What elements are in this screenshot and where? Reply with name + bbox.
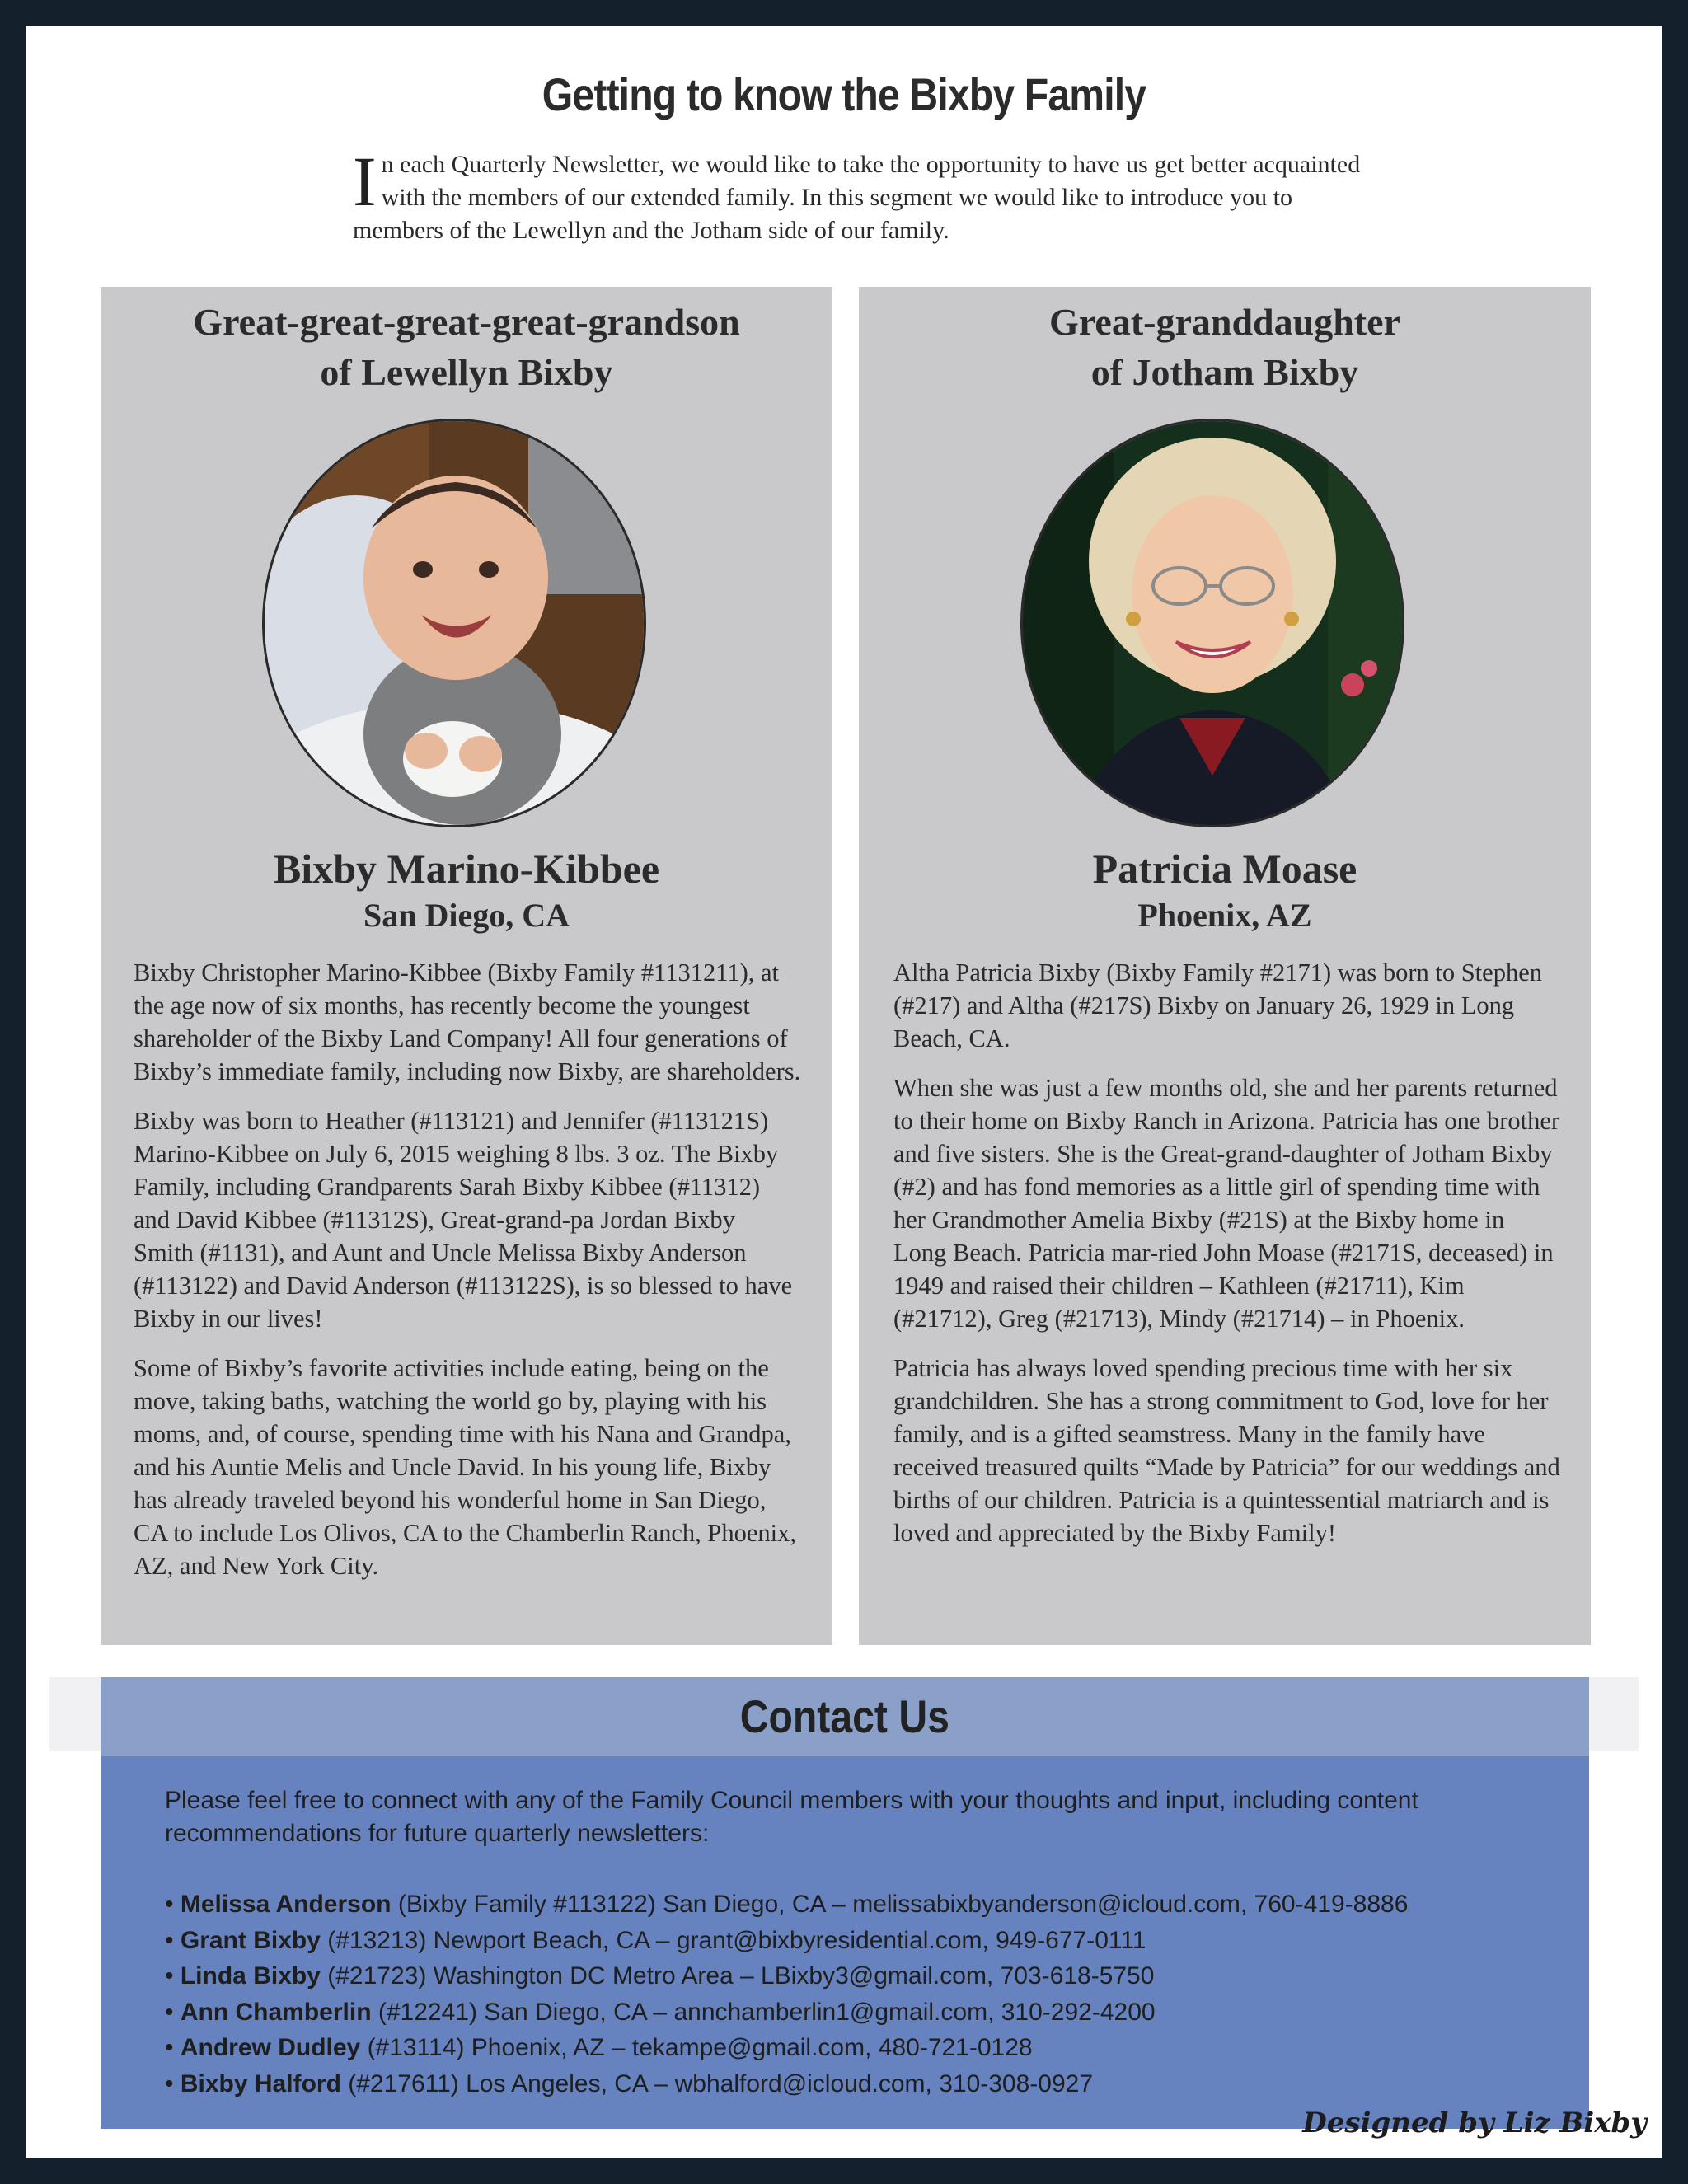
profile-card-patricia-moase [859, 287, 1591, 1645]
contact-header [101, 1677, 1589, 1756]
contact-list [165, 1886, 1566, 2102]
relation-line-1: Great-granddaughter [1049, 301, 1400, 343]
contact-name: Bixby Halford [180, 2069, 341, 2097]
contact-item [165, 1923, 1566, 1959]
profile-name: Bixby Marino-Kibbee [273, 846, 660, 892]
contact-details[interactable]: (Bixby Family #113122) San Diego, CA – melissabixbyanderson@icloud.com, 760-419-8886 [391, 1891, 1409, 1918]
relation-line-2: of Jotham Bixby [1090, 351, 1359, 393]
bio-paragraph: Bixby was born to Heather (#113121) and Jennifer (#113121S) Marino-Kibbee on July 6, 2015 weighing 8 lbs. 3 oz. The Bixby Family, including Grandparents Sarah Bixby Kibbee (#11312) and David Kibbee (#11312S), Great-grand-pa Jordan Bixby Smith (#1131), and Aunt and Uncle Melissa Bixby Anderson (#113122) and David Anderson (#113122S), is so blessed to have Bixby in our lives! [134, 1107, 793, 1333]
profile-bio [134, 956, 801, 1599]
contact-name: Grant Bixby [180, 1926, 321, 1954]
profile-bio [893, 956, 1563, 1566]
profile-card-bixby-marino-kibbee [101, 287, 832, 1645]
baby-photo-illustration [265, 421, 644, 825]
profile-relation [859, 297, 1591, 397]
newsletter-page [26, 26, 1662, 2158]
contact-item [165, 2030, 1566, 2066]
contact-details[interactable]: (#12241) San Diego, CA – annchamberlin1@gmail.com, 310-292-4200 [371, 1998, 1156, 2026]
contact-body [101, 1756, 1589, 2129]
contact-name: Melissa Anderson [180, 1891, 392, 1918]
bio-paragraph: When she was just a few months old, she and her parents returned to their home on Bixby Ranch in Arizona. Patricia has one brother and five sisters. She is the Great-grand-daughter of Jotham Bixby (#2) and has fond memories as a little girl of spending time with her Grandmother Amelia Bixby (#21S) at the Bixby home in Long Beach. Patricia mar-ried John Moase (#2171S, deceased) in 1949 and raised their children – Kathleen (#21711), Kim (#21712), Greg (#21713), Mindy (#21714) – in Phoenix. [893, 1074, 1560, 1333]
contact-intro: Please feel free to connect with any of the Family Council members with your thoughts and input, including content recommendations for future quarterly newsletters: [165, 1787, 1418, 1847]
contact-details[interactable]: (#21723) Washington DC Metro Area – LBixby3@gmail.com, 703-618-5750 [320, 1962, 1155, 1990]
contact-item [165, 1994, 1566, 2031]
relation-line-1: Great-great-great-great-grandson [193, 301, 740, 343]
profile-location: Phoenix, AZ [1137, 897, 1312, 934]
contact-item [165, 2066, 1566, 2102]
bullet: • [165, 1962, 174, 1990]
profile-relation [101, 297, 832, 397]
relation-line-2: of Lewellyn Bixby [320, 351, 613, 393]
bio-paragraph: Patricia has always loved spending precious time with her six grandchildren. She has a strong commitment to God, love for her family, and is a gifted seamstress. Many in the family have received treasured quilts “Made by Patricia” for our weddings and births of our children. Patricia is a quintessential matriarch and is loved and appreciated by the Bixby Family! [893, 1354, 1560, 1547]
bullet: • [165, 2034, 174, 2061]
bullet: • [165, 1891, 174, 1918]
intro-paragraph [353, 142, 1375, 247]
baby-portrait-photo [262, 419, 646, 827]
bullet: • [165, 1926, 174, 1954]
contact-name: Ann Chamberlin [180, 1998, 372, 2026]
intro-dropcap: I [353, 142, 377, 221]
bullet: • [165, 2069, 174, 2097]
designer-credit: Designed by Liz Bixby [1302, 2107, 1647, 2139]
contact-details[interactable]: (#13114) Phoenix, AZ – tekampe@gmail.com, 480-721-0128 [360, 2034, 1033, 2061]
bio-paragraph: Altha Patricia Bixby (Bixby Family #2171) was born to Stephen (#217) and Altha (#217S) Bixby on January 26, 1929 in Long Beach, CA. [893, 958, 1542, 1052]
woman-photo-illustration [1023, 421, 1402, 825]
profile-name: Patricia Moase [1092, 846, 1357, 892]
woman-portrait-photo [1020, 419, 1404, 827]
bio-paragraph: Some of Bixby’s favorite activities include eating, being on the move, taking baths, watching the world go by, playing with his moms, and, of course, spending time with his Nana and Grandpa, and his Auntie Melis and Uncle David. In his young life, Bixby has already traveled beyond his wonderful home in San Diego, CA to include Los Olivos, CA to the Chamberlin Ranch, Phoenix, AZ, and New York City. [134, 1354, 796, 1580]
contact-heading: Contact Us [739, 1690, 950, 1742]
contact-item [165, 1958, 1566, 1994]
page-title: Getting to know the Bixby Family [542, 68, 1146, 120]
contact-name: Andrew Dudley [180, 2034, 361, 2061]
bullet: • [165, 1998, 174, 2026]
contact-details[interactable]: (#13213) Newport Beach, CA – grant@bixbyresidential.com, 949-677-0111 [320, 1926, 1146, 1954]
contact-details[interactable]: (#217611) Los Angeles, CA – wbhalford@icloud.com, 310-308-0927 [340, 2069, 1094, 2097]
contact-name: Linda Bixby [180, 1962, 321, 1990]
contact-item [165, 1886, 1566, 1923]
bio-paragraph: Bixby Christopher Marino-Kibbee (Bixby Family #1131211), at the age now of six months, has recently become the youngest shareholder of the Bixby Land Company! All four generations of Bixby’s immediate family, including now Bixby, are shareholders. [134, 958, 801, 1085]
intro-text: n each Quarterly Newsletter, we would like to take the opportunity to have us get better acquainted with the members of our extended family. In this segment we would like to introduce you to members of the Lewellyn and the Jotham side of our family. [353, 151, 1361, 244]
profile-location: San Diego, CA [363, 897, 570, 934]
